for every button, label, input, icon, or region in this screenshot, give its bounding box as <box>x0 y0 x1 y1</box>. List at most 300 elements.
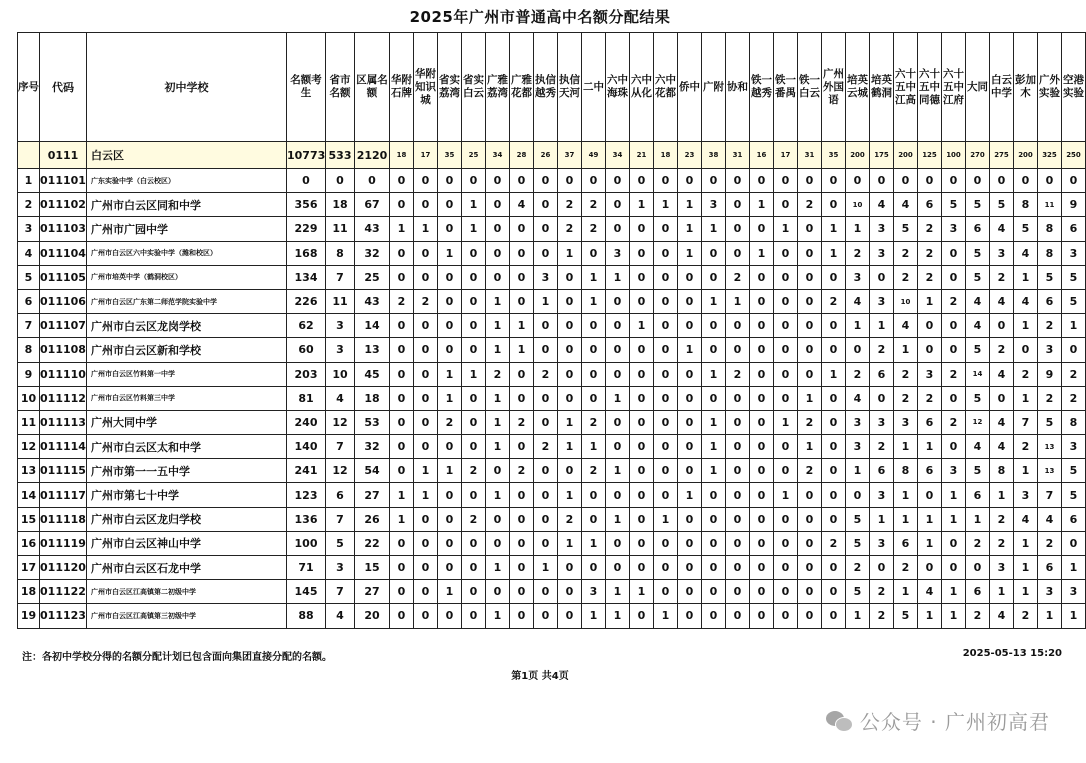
row-cell: 1 <box>390 507 414 531</box>
row-cell: 0 <box>678 410 702 434</box>
row-seq: 2 <box>18 193 40 217</box>
row-cell: 0 <box>678 531 702 555</box>
row-cell: 2 <box>846 241 870 265</box>
row-cell: 1 <box>654 507 678 531</box>
summary-district: 2120 <box>355 142 390 169</box>
row-cell: 0 <box>534 604 558 628</box>
row-cell: 1 <box>990 483 1014 507</box>
table-row <box>18 435 1086 459</box>
row-cell: 0 <box>606 169 630 193</box>
row-cell: 2 <box>582 217 606 241</box>
row-cell: 0 <box>1062 169 1086 193</box>
row-cell: 10 <box>894 289 918 313</box>
row-cell: 0 <box>918 314 942 338</box>
summary-cell: 37 <box>558 142 582 169</box>
row-cell: 9 <box>1062 193 1086 217</box>
row-seq: 17 <box>18 556 40 580</box>
row-cell: 2 <box>918 241 942 265</box>
row-cell: 3 <box>1014 483 1038 507</box>
row-cell: 1 <box>630 193 654 217</box>
row-cell: 1 <box>870 314 894 338</box>
row-cell: 0 <box>774 193 798 217</box>
header-highschool: 广雅花都 <box>510 33 534 142</box>
summary-cell: 175 <box>870 142 894 169</box>
row-cell: 7 <box>1014 410 1038 434</box>
row-cell: 0 <box>606 193 630 217</box>
row-cell: 1 <box>918 435 942 459</box>
row-school-name: 广州市培英中学（鹤洞校区） <box>87 265 287 289</box>
row-quota: 203 <box>287 362 326 386</box>
row-cell: 0 <box>558 604 582 628</box>
row-cell: 6 <box>966 217 990 241</box>
row-cell: 0 <box>702 556 726 580</box>
row-school-name: 广州市白云区同和中学 <box>87 193 287 217</box>
row-cell: 2 <box>534 435 558 459</box>
row-cell: 0 <box>678 459 702 483</box>
row-cell: 4 <box>990 217 1014 241</box>
table-row <box>18 362 1086 386</box>
summary-cell: 35 <box>438 142 462 169</box>
row-cell: 0 <box>462 435 486 459</box>
row-cell: 6 <box>1038 556 1062 580</box>
row-cell: 0 <box>702 507 726 531</box>
row-cell: 0 <box>678 289 702 313</box>
row-school-name: 广州市白云区广东第二师范学院实验中学 <box>87 289 287 313</box>
table-row <box>18 483 1086 507</box>
row-cell: 0 <box>438 338 462 362</box>
row-cell: 0 <box>1014 169 1038 193</box>
row-cell: 0 <box>678 604 702 628</box>
summary-cell: 26 <box>534 142 558 169</box>
row-cell: 8 <box>1014 193 1038 217</box>
row-cell: 0 <box>414 314 438 338</box>
row-cell: 0 <box>390 362 414 386</box>
row-cell: 0 <box>510 531 534 555</box>
row-district: 45 <box>355 362 390 386</box>
row-cell: 3 <box>702 193 726 217</box>
row-cell: 0 <box>558 556 582 580</box>
row-cell: 2 <box>558 217 582 241</box>
row-cell: 0 <box>534 193 558 217</box>
table-row <box>18 338 1086 362</box>
row-cell: 0 <box>822 314 846 338</box>
summary-cell: 34 <box>606 142 630 169</box>
row-cell: 0 <box>510 604 534 628</box>
row-prov: 7 <box>326 507 355 531</box>
row-cell: 4 <box>1014 241 1038 265</box>
table-row <box>18 193 1086 217</box>
row-cell: 0 <box>750 362 774 386</box>
row-cell: 0 <box>414 410 438 434</box>
row-cell: 0 <box>390 435 414 459</box>
row-prov: 3 <box>326 556 355 580</box>
row-cell: 0 <box>726 410 750 434</box>
row-cell: 2 <box>1062 362 1086 386</box>
row-cell: 0 <box>942 386 966 410</box>
row-district: 15 <box>355 556 390 580</box>
row-cell: 1 <box>606 604 630 628</box>
header-highschool: 六十五中江高 <box>894 33 918 142</box>
row-cell: 0 <box>630 241 654 265</box>
row-seq: 9 <box>18 362 40 386</box>
row-quota: 168 <box>287 241 326 265</box>
summary-cell: 17 <box>414 142 438 169</box>
row-cell: 3 <box>942 459 966 483</box>
row-cell: 0 <box>582 556 606 580</box>
row-cell: 0 <box>630 604 654 628</box>
row-cell: 0 <box>534 580 558 604</box>
row-cell: 0 <box>510 507 534 531</box>
row-cell: 0 <box>750 483 774 507</box>
row-cell: 0 <box>486 580 510 604</box>
summary-cell: 18 <box>654 142 678 169</box>
row-seq: 18 <box>18 580 40 604</box>
row-district: 32 <box>355 241 390 265</box>
row-cell: 2 <box>390 289 414 313</box>
row-cell: 6 <box>966 580 990 604</box>
row-cell: 1 <box>582 435 606 459</box>
row-cell: 0 <box>534 241 558 265</box>
row-cell: 0 <box>798 338 822 362</box>
row-cell: 0 <box>582 169 606 193</box>
row-cell: 0 <box>510 580 534 604</box>
row-cell: 5 <box>966 338 990 362</box>
row-cell: 2 <box>990 507 1014 531</box>
row-cell: 4 <box>966 289 990 313</box>
row-cell: 2 <box>1038 386 1062 410</box>
row-cell: 0 <box>534 459 558 483</box>
row-cell: 1 <box>630 314 654 338</box>
row-cell: 7 <box>1038 483 1062 507</box>
row-cell: 1 <box>630 580 654 604</box>
row-seq: 11 <box>18 410 40 434</box>
row-cell: 5 <box>1062 265 1086 289</box>
header-highschool: 广州外国语 <box>822 33 846 142</box>
row-cell: 0 <box>534 217 558 241</box>
row-cell: 0 <box>606 338 630 362</box>
row-cell: 4 <box>1014 507 1038 531</box>
row-cell: 0 <box>438 314 462 338</box>
row-cell: 3 <box>870 289 894 313</box>
row-cell: 3 <box>606 241 630 265</box>
header-highschool: 侨中 <box>678 33 702 142</box>
row-cell: 0 <box>462 531 486 555</box>
row-cell: 1 <box>414 483 438 507</box>
row-cell: 0 <box>462 314 486 338</box>
row-cell: 0 <box>558 169 582 193</box>
row-cell: 5 <box>846 580 870 604</box>
row-cell: 0 <box>630 459 654 483</box>
summary-cell: 31 <box>798 142 822 169</box>
row-cell: 1 <box>510 338 534 362</box>
row-cell: 0 <box>438 217 462 241</box>
header-highschool: 广外实验 <box>1038 33 1062 142</box>
row-cell: 0 <box>774 435 798 459</box>
header-highschool: 广雅荔湾 <box>486 33 510 142</box>
row-cell: 0 <box>462 265 486 289</box>
row-cell: 1 <box>894 435 918 459</box>
row-quota: 241 <box>287 459 326 483</box>
row-cell: 0 <box>870 265 894 289</box>
row-cell: 1 <box>1014 314 1038 338</box>
row-cell: 2 <box>510 459 534 483</box>
row-quota: 100 <box>287 531 326 555</box>
summary-cell: 35 <box>822 142 846 169</box>
row-cell: 1 <box>678 193 702 217</box>
row-cell: 6 <box>870 459 894 483</box>
row-cell: 0 <box>942 241 966 265</box>
row-cell: 0 <box>774 265 798 289</box>
row-cell: 1 <box>1014 459 1038 483</box>
row-cell: 0 <box>774 459 798 483</box>
summary-cell: 17 <box>774 142 798 169</box>
row-cell: 0 <box>870 556 894 580</box>
row-cell: 0 <box>654 289 678 313</box>
row-cell: 3 <box>534 265 558 289</box>
row-school-name: 广州市白云区竹料第三中学 <box>87 386 287 410</box>
row-code: 011114 <box>40 435 87 459</box>
row-cell: 0 <box>606 217 630 241</box>
row-cell: 0 <box>654 531 678 555</box>
row-cell: 5 <box>1062 289 1086 313</box>
header-highschool: 协和 <box>726 33 750 142</box>
row-cell: 2 <box>558 507 582 531</box>
row-cell: 12 <box>966 410 990 434</box>
header-prov-city: 省市名额 <box>326 33 355 142</box>
row-cell: 0 <box>414 241 438 265</box>
row-cell: 4 <box>510 193 534 217</box>
row-cell: 3 <box>870 241 894 265</box>
row-cell: 10 <box>846 193 870 217</box>
row-cell: 2 <box>558 193 582 217</box>
row-prov: 12 <box>326 410 355 434</box>
row-cell: 0 <box>558 362 582 386</box>
row-cell: 0 <box>390 604 414 628</box>
row-cell: 5 <box>894 217 918 241</box>
row-cell: 0 <box>798 507 822 531</box>
row-code: 011117 <box>40 483 87 507</box>
row-cell: 0 <box>798 556 822 580</box>
table-row <box>18 410 1086 434</box>
row-cell: 0 <box>942 531 966 555</box>
row-cell: 0 <box>678 362 702 386</box>
row-cell: 0 <box>606 556 630 580</box>
row-cell: 0 <box>558 338 582 362</box>
row-cell: 0 <box>918 483 942 507</box>
row-code: 011112 <box>40 386 87 410</box>
row-cell: 3 <box>846 435 870 459</box>
row-cell: 8 <box>1038 241 1062 265</box>
row-cell: 0 <box>510 241 534 265</box>
row-cell: 0 <box>510 362 534 386</box>
summary-quota: 10773 <box>287 142 326 169</box>
row-cell: 0 <box>678 386 702 410</box>
row-prov: 18 <box>326 193 355 217</box>
row-school-name: 广州市白云区神山中学 <box>87 531 287 555</box>
row-cell: 2 <box>894 386 918 410</box>
row-cell: 1 <box>1038 604 1062 628</box>
row-seq: 3 <box>18 217 40 241</box>
row-code: 011103 <box>40 217 87 241</box>
row-school-name: 广州市白云区江高镇第三初级中学 <box>87 604 287 628</box>
row-cell: 0 <box>702 386 726 410</box>
row-cell: 0 <box>750 217 774 241</box>
header-highschool: 六中花都 <box>654 33 678 142</box>
row-cell: 0 <box>654 241 678 265</box>
row-cell: 1 <box>702 459 726 483</box>
row-cell: 0 <box>726 531 750 555</box>
row-cell: 1 <box>750 193 774 217</box>
row-cell: 0 <box>630 507 654 531</box>
row-cell: 0 <box>678 580 702 604</box>
row-district: 13 <box>355 338 390 362</box>
row-prov: 6 <box>326 483 355 507</box>
row-cell: 1 <box>534 556 558 580</box>
row-quota: 88 <box>287 604 326 628</box>
summary-cell: 270 <box>966 142 990 169</box>
row-cell: 0 <box>750 386 774 410</box>
row-cell: 0 <box>750 556 774 580</box>
row-cell: 0 <box>918 556 942 580</box>
row-cell: 0 <box>726 169 750 193</box>
row-cell: 0 <box>630 265 654 289</box>
row-cell: 0 <box>630 386 654 410</box>
row-cell: 1 <box>390 483 414 507</box>
row-cell: 0 <box>774 289 798 313</box>
row-cell: 0 <box>534 338 558 362</box>
row-cell: 0 <box>942 314 966 338</box>
row-code: 011123 <box>40 604 87 628</box>
row-cell: 0 <box>774 507 798 531</box>
row-cell: 0 <box>534 507 558 531</box>
row-cell: 2 <box>462 459 486 483</box>
row-district: 20 <box>355 604 390 628</box>
table-row <box>18 169 1086 193</box>
row-cell: 0 <box>630 338 654 362</box>
row-cell: 2 <box>846 362 870 386</box>
wechat-icon <box>826 711 852 731</box>
row-cell: 0 <box>630 556 654 580</box>
summary-name: 白云区 <box>87 142 287 169</box>
row-cell: 0 <box>582 483 606 507</box>
row-cell: 5 <box>942 193 966 217</box>
row-cell: 1 <box>894 580 918 604</box>
row-seq: 1 <box>18 169 40 193</box>
row-cell: 0 <box>750 314 774 338</box>
row-cell: 1 <box>462 217 486 241</box>
row-cell: 0 <box>678 169 702 193</box>
row-cell: 0 <box>702 265 726 289</box>
row-cell: 0 <box>654 410 678 434</box>
row-district: 67 <box>355 193 390 217</box>
row-cell: 2 <box>870 580 894 604</box>
row-cell: 0 <box>582 241 606 265</box>
row-cell: 0 <box>726 580 750 604</box>
row-cell: 0 <box>702 314 726 338</box>
row-cell: 3 <box>1038 338 1062 362</box>
row-cell: 0 <box>1062 338 1086 362</box>
row-cell: 0 <box>846 169 870 193</box>
row-cell: 0 <box>654 265 678 289</box>
row-seq: 19 <box>18 604 40 628</box>
row-cell: 3 <box>870 217 894 241</box>
row-cell: 0 <box>798 217 822 241</box>
row-cell: 1 <box>774 483 798 507</box>
row-cell: 3 <box>870 483 894 507</box>
header-highschool: 广附 <box>702 33 726 142</box>
table-row <box>18 314 1086 338</box>
row-cell: 0 <box>654 362 678 386</box>
row-cell: 1 <box>582 289 606 313</box>
row-cell: 2 <box>462 507 486 531</box>
row-cell: 1 <box>462 362 486 386</box>
row-cell: 0 <box>390 265 414 289</box>
row-cell: 0 <box>798 289 822 313</box>
row-cell: 2 <box>1062 386 1086 410</box>
row-cell: 1 <box>606 265 630 289</box>
row-cell: 1 <box>558 241 582 265</box>
row-cell: 1 <box>774 217 798 241</box>
row-cell: 0 <box>750 410 774 434</box>
timestamp: 2025-05-13 15:20 <box>962 648 1062 659</box>
row-district: 27 <box>355 483 390 507</box>
row-cell: 0 <box>750 435 774 459</box>
row-cell: 0 <box>486 507 510 531</box>
header-highschool: 铁一番禺 <box>774 33 798 142</box>
row-cell: 5 <box>846 507 870 531</box>
row-cell: 1 <box>462 193 486 217</box>
row-cell: 0 <box>702 531 726 555</box>
header-quota-students: 名额考生 <box>287 33 326 142</box>
row-cell: 0 <box>462 556 486 580</box>
row-cell: 0 <box>654 169 678 193</box>
row-cell: 2 <box>990 338 1014 362</box>
row-quota: 134 <box>287 265 326 289</box>
row-cell: 1 <box>582 604 606 628</box>
row-cell: 0 <box>678 435 702 459</box>
row-cell: 2 <box>582 459 606 483</box>
row-cell: 1 <box>606 580 630 604</box>
row-cell: 0 <box>582 386 606 410</box>
header-highschool: 铁一越秀 <box>750 33 774 142</box>
row-cell: 3 <box>942 217 966 241</box>
row-cell: 0 <box>654 217 678 241</box>
row-cell: 1 <box>606 507 630 531</box>
row-quota: 229 <box>287 217 326 241</box>
row-prov: 4 <box>326 604 355 628</box>
row-cell: 0 <box>702 580 726 604</box>
row-cell: 0 <box>390 459 414 483</box>
row-school-name: 广州市广园中学 <box>87 217 287 241</box>
row-cell: 0 <box>390 314 414 338</box>
row-cell: 0 <box>702 169 726 193</box>
row-cell: 6 <box>1038 289 1062 313</box>
header-highschool: 执信越秀 <box>534 33 558 142</box>
row-cell: 0 <box>654 386 678 410</box>
row-cell: 0 <box>510 289 534 313</box>
row-cell: 0 <box>822 580 846 604</box>
footnote: 注：各初中学校分得的名额分配计划已包含面向集团直接分配的名额。 <box>22 652 332 663</box>
row-cell: 0 <box>438 507 462 531</box>
row-cell: 0 <box>942 338 966 362</box>
row-cell: 4 <box>990 410 1014 434</box>
row-cell: 0 <box>414 604 438 628</box>
row-district: 54 <box>355 459 390 483</box>
row-cell: 1 <box>846 459 870 483</box>
row-cell: 5 <box>990 193 1014 217</box>
row-cell: 0 <box>606 289 630 313</box>
row-code: 011105 <box>40 265 87 289</box>
